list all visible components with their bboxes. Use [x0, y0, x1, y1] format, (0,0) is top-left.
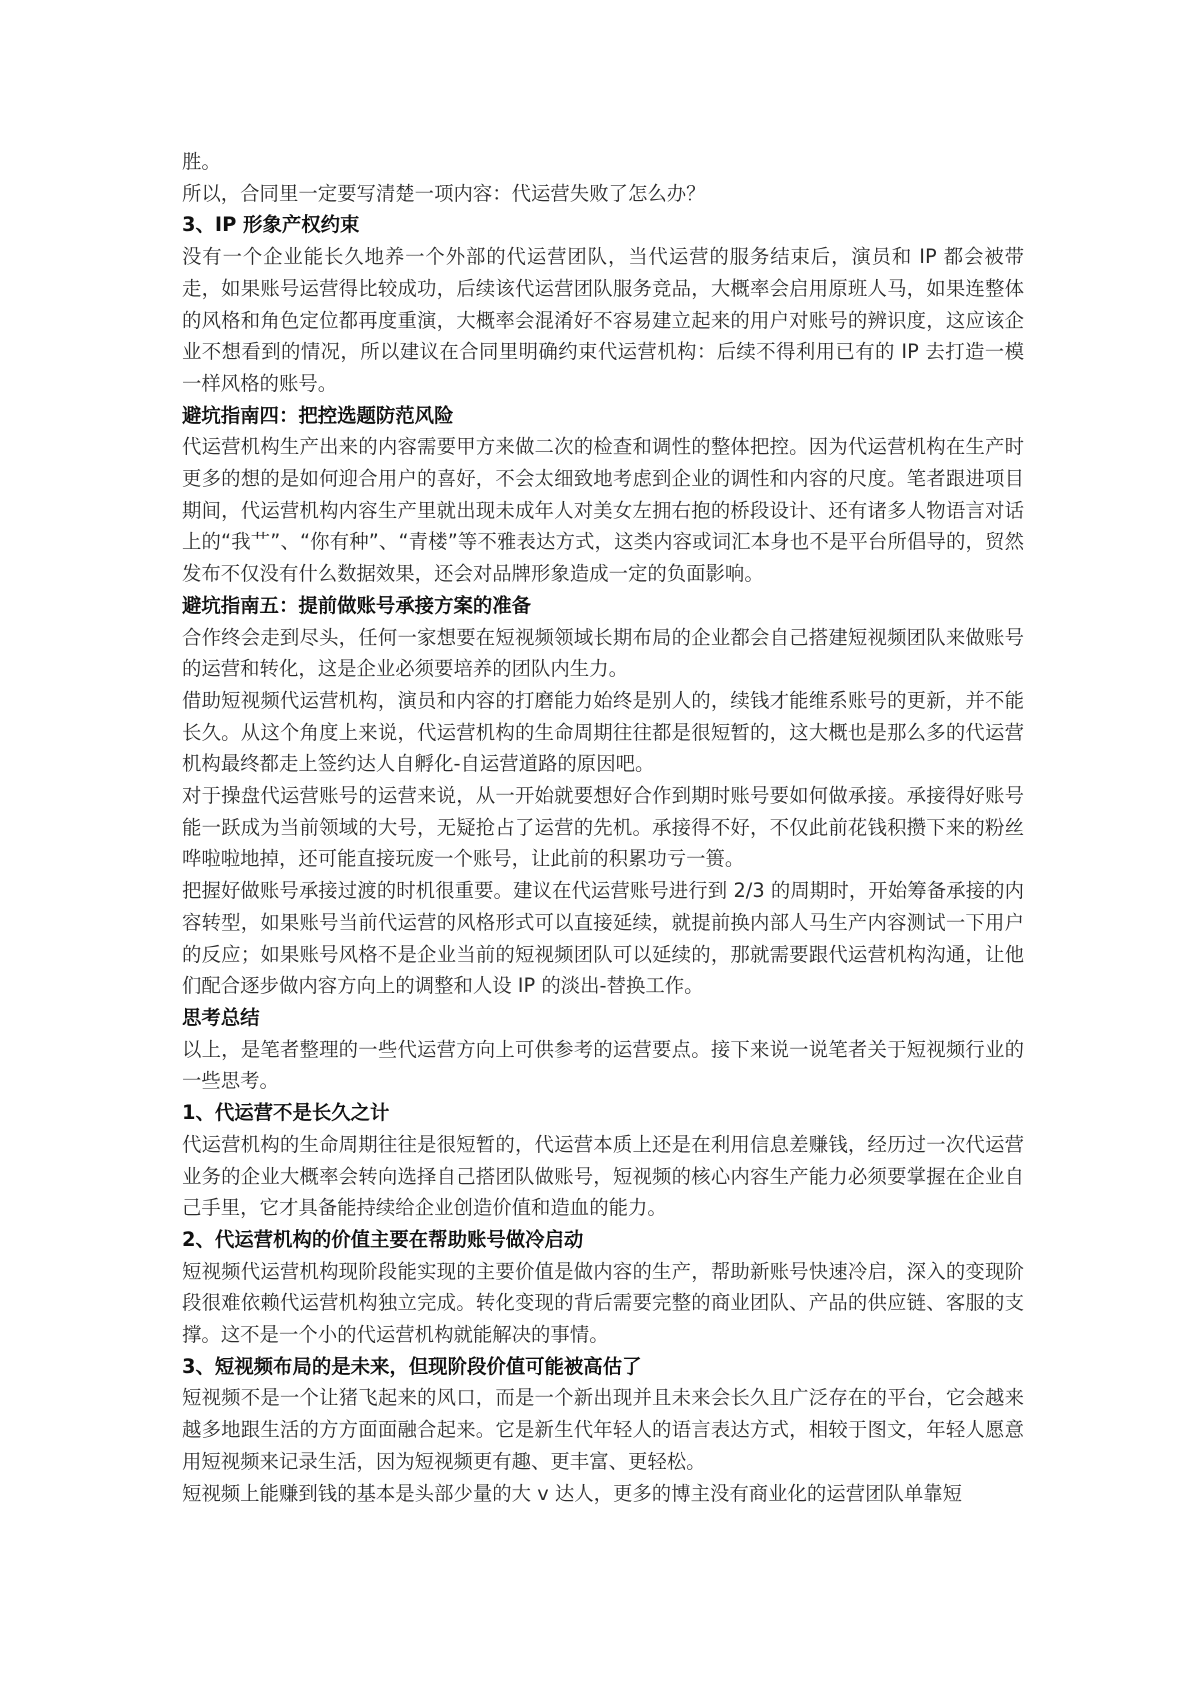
section-heading: 1、代运营不是长久之计 [182, 1101, 390, 1125]
paragraph: 所以，合同里一定要写清楚一项内容：代运营失败了怎么办？ [182, 181, 706, 205]
document-body [182, 146, 1024, 1509]
paragraph: 把握好做账号承接过渡的时机很重要。建议在代运营账号进行到 2/3 的周期时，开始筹备承接的内容转型，如果账号当前代运营的风格形式可以直接延续，就提前换内部人马生产内容测试一下用户的反应；如果账号风格不是企业当前的短视频团队可以延续的，那就需要跟代运营机构沟通，让他们配合逐步做内容方向上的调整和人设 IP 的淡出-替换工作。 [182, 879, 1024, 998]
paragraph: 对于操盘代运营账号的运营来说，从一开始就要想好合作到期时账号要如何做承接。承接得好账号能一跃成为当前领域的大号，无疑抢占了运营的先机。承接得不好，不仅此前花钱积攒下来的粉丝哗啦啦地掉，还可能直接玩废一个账号，让此前的积累功亏一篑。 [182, 784, 1024, 871]
paragraph: 以上，是笔者整理的一些代运营方向上可供参考的运营要点。接下来说一说笔者关于短视频行业的一些思考。 [182, 1037, 1024, 1093]
section-heading: 避坑指南四：把控选题防范风险 [182, 403, 454, 427]
paragraph: 短视频不是一个让猪飞起来的风口，而是一个新出现并且未来会长久且广泛存在的平台，它会越来越多地跟生活的方方面面融合起来。它是新生代年轻人的语言表达方式，相较于图文，年轻人愿意用短视频来记录生活，因为短视频更有趣、更丰富、更轻松。 [182, 1386, 1024, 1473]
paragraph: 没有一个企业能长久地养一个外部的代运营团队，当代运营的服务结束后，演员和 IP 都会被带走，如果账号运营得比较成功，后续该代运营团队服务竞品，大概率会启用原班人马，如果连整体的风格和角色定位都再度重演，大概率会混淆好不容易建立起来的用户对账号的辨识度，这应该企业不想看到的情况，所以建议在合同里明确约束代运营机构：后续不得利用已有的 IP 去打造一模一样风格的账号。 [182, 245, 1024, 395]
paragraph: 短视频代运营机构现阶段能实现的主要价值是做内容的生产，帮助新账号快速冷启，深入的变现阶段很难依赖代运营机构独立完成。转化变现的背后需要完整的商业团队、产品的供应链、客服的支撑。这不是一个小的代运营机构就能解决的事情。 [182, 1259, 1024, 1347]
section-heading: 3、IP 形象产权约束 [182, 213, 360, 237]
paragraph: 短视频上能赚到钱的基本是头部少量的大 v 达人，更多的博主没有商业化的运营团队单靠短 [182, 1481, 963, 1505]
paragraph: 借助短视频代运营机构，演员和内容的打磨能力始终是别人的，续钱才能维系账号的更新，并不能长久。从这个角度上来说，代运营机构的生命周期往往都是很短暂的，这大概也是那么多的代运营机构最终都走上签约达人自孵化-自运营道路的原因吧。 [182, 688, 1024, 776]
paragraph: 合作终会走到尽头，任何一家想要在短视频领域长期布局的企业都会自己搭建短视频团队来做账号的运营和转化，这是企业必须要培养的团队内生力。 [182, 625, 1024, 681]
section-heading: 2、代运营机构的价值主要在帮助账号做冷启动 [182, 1227, 584, 1251]
paragraph: 代运营机构生产出来的内容需要甲方来做二次的检查和调性的整体把控。因为代运营机构在生产时更多的想的是如何迎合用户的喜好，不会太细致地考虑到企业的调性和内容的尺度。笔者跟进项目期间，代运营机构内容生产里就出现未成年人对美女左拥右抱的桥段设计、还有诸多人物语言对话上的“我艹”、“你有种”、“青楼”等不雅表达方式，这类内容或词汇本身也不是平台所倡导的，贸然发布不仅没有什么数据效果，还会对品牌形象造成一定的负面影响。 [182, 435, 1024, 586]
paragraph: 胜。 [182, 150, 221, 173]
section-heading: 思考总结 [182, 1005, 260, 1029]
section-heading: 3、短视频布局的是未来，但现阶段价值可能被高估了 [182, 1354, 642, 1378]
section-heading: 避坑指南五：提前做账号承接方案的准备 [182, 593, 532, 617]
paragraph: 代运营机构的生命周期往往是很短暂的，代运营本质上还是在利用信息差赚钱，经历过一次代运营业务的企业大概率会转向选择自己搭团队做账号，短视频的核心内容生产能力必须要掌握在企业自己手里，它才具备能持续给企业创造价值和造血的能力。 [182, 1132, 1024, 1220]
